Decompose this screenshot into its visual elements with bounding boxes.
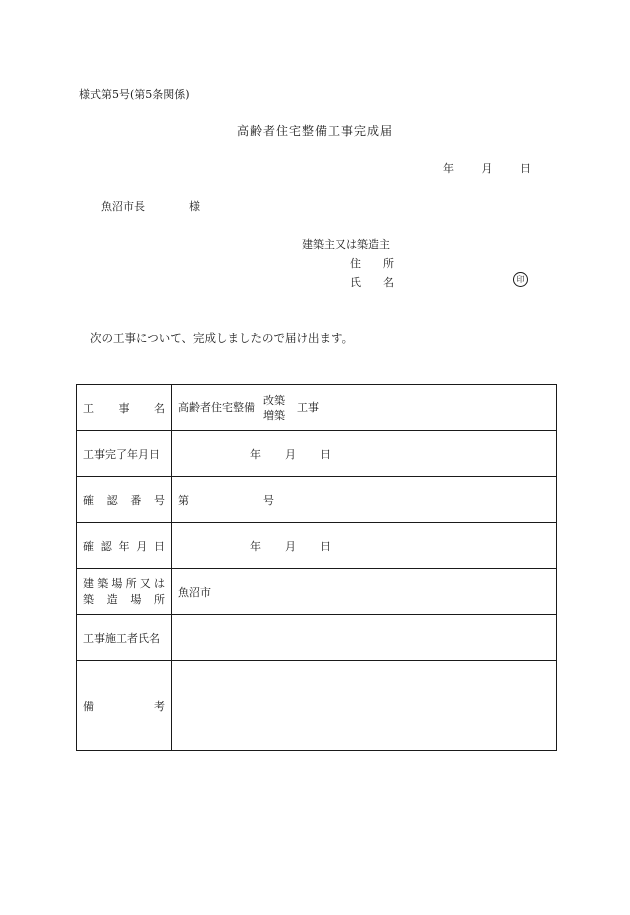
label-completion-date: 工事完了年月日 <box>77 431 172 477</box>
month-label: 月 <box>285 539 296 553</box>
row-site <box>77 569 557 615</box>
label-char: 場 <box>111 576 123 590</box>
label-site <box>77 569 172 615</box>
value-confirm-date[interactable] <box>172 523 557 569</box>
label-char: 又 <box>139 576 151 590</box>
label-char: は <box>153 576 165 590</box>
day-label: 日 <box>320 539 331 553</box>
label-char: 名 <box>154 401 165 415</box>
label-remarks <box>77 661 172 751</box>
month-label: 月 <box>285 447 296 461</box>
label-char: 番 <box>130 493 142 507</box>
work-type-prefix: 高齢者住宅整備 <box>178 400 255 414</box>
value-confirm-number[interactable] <box>172 477 557 523</box>
label-char: 確 <box>83 539 94 553</box>
label-char: 所 <box>153 592 165 606</box>
document-title: 高齢者住宅整備工事完成届 <box>236 124 393 138</box>
honorific: 様 <box>189 200 200 213</box>
notice-text: 次の工事について、完成しましたので届け出ます。 <box>90 331 354 345</box>
label-char: 造 <box>106 592 118 606</box>
label-char: 月 <box>136 539 148 553</box>
month-label: 月 <box>481 162 493 175</box>
row-work-name <box>77 385 557 431</box>
addressee-name: 魚沼市長 <box>101 200 145 213</box>
value-site[interactable]: 魚沼市 <box>172 569 557 615</box>
addressee <box>101 198 200 214</box>
label-char: 認 <box>106 493 118 507</box>
label-char: 確 <box>83 493 94 507</box>
applicant-address-label: 住 所 <box>350 257 394 270</box>
row-completion-date <box>77 431 557 477</box>
row-confirm-number <box>77 477 557 523</box>
label-contractor: 工事施工者氏名 <box>77 615 172 661</box>
label-line-1 <box>83 576 165 592</box>
work-options[interactable] <box>263 393 285 423</box>
option-renovation[interactable]: 改築 <box>263 393 285 407</box>
label-confirm-date <box>77 523 172 569</box>
label-char: 事 <box>118 401 130 415</box>
submission-date <box>443 160 531 176</box>
year-label: 年 <box>443 162 454 175</box>
label-char: 建 <box>83 576 94 590</box>
label-char: 認 <box>100 539 112 553</box>
seal-mark: 印 <box>513 272 528 287</box>
day-label: 日 <box>520 162 531 175</box>
label-char: 備 <box>83 699 94 713</box>
label-line-2 <box>83 592 165 608</box>
label-char: 場 <box>130 592 142 606</box>
value-contractor[interactable] <box>172 615 557 661</box>
label-char: 日 <box>154 539 165 553</box>
form-reference: 様式第5号(第5条関係) <box>79 88 190 101</box>
label-char: 工 <box>83 401 94 415</box>
number-suffix: 号 <box>263 493 274 507</box>
value-completion-date[interactable] <box>172 431 557 477</box>
year-label: 年 <box>250 447 261 461</box>
number-prefix: 第 <box>178 493 189 507</box>
applicant-role: 建築主又は築造主 <box>302 238 390 251</box>
completion-form-table <box>76 384 557 751</box>
applicant-name-label: 氏 名 <box>350 276 394 289</box>
row-remarks <box>77 661 557 751</box>
row-confirm-date <box>77 523 557 569</box>
label-char: 築 <box>97 576 109 590</box>
work-type-suffix: 工事 <box>297 400 319 414</box>
row-contractor <box>77 615 557 661</box>
label-char: 号 <box>153 493 165 507</box>
label-char: 築 <box>83 592 94 606</box>
label-char: 所 <box>125 576 137 590</box>
day-label: 日 <box>320 447 331 461</box>
label-char: 年 <box>118 539 130 553</box>
option-extension[interactable]: 増築 <box>263 408 285 422</box>
label-confirm-number <box>77 477 172 523</box>
year-label: 年 <box>250 539 261 553</box>
value-work-name[interactable] <box>172 385 557 431</box>
value-remarks[interactable] <box>172 661 557 751</box>
label-char: 考 <box>154 699 165 713</box>
label-work-name <box>77 385 172 431</box>
